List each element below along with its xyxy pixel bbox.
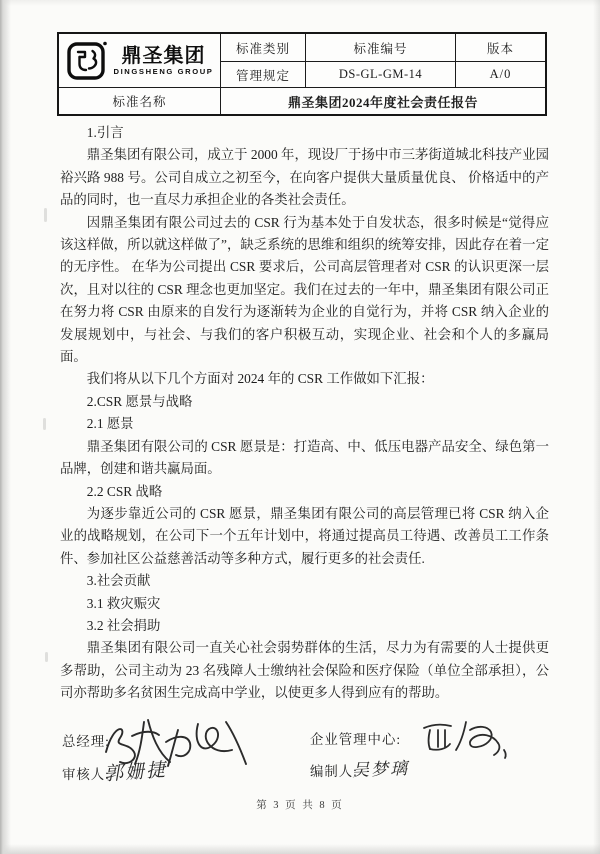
standard-number-value: DS-GL-GM-14	[305, 61, 455, 87]
standard-number-label: 标准编号	[305, 34, 455, 61]
scan-artifact	[44, 208, 47, 222]
logo-name-cn: 鼎圣集团	[121, 44, 206, 67]
scan-artifact	[43, 418, 46, 430]
reviewer-label: 审核人:	[62, 767, 110, 782]
compiler-label: 编制人:	[310, 764, 358, 779]
paragraph-heading: 2.1 愿景	[86, 416, 134, 432]
paragraph-heading: 2.2 CSR 战略	[86, 483, 163, 499]
version-label: 版本	[455, 34, 545, 61]
logo-cell	[59, 34, 220, 87]
paragraph: 鼎圣集团有限公司一直关心社会弱势群体的生活，尽力为有需要的人士提供更多帮助，公司主动为 23 名残障人士缴纳社会保险和医疗保险（单位全部承担），公司亦帮助多名贫困生完成高中学业，以使更多人得到应有的帮助。	[60, 640, 549, 701]
document-header-table	[57, 32, 547, 116]
paragraph: 为逐步靠近公司的 CSR 愿景，鼎圣集团有限公司的高层管理已将 CSR 纳入企业的战略规划，在公司下一个五年计划中，将通过提高员工待遇、改善员工工作条件、参加社区公益慈善活动等多种方式，履行更多的社会责任.	[60, 505, 549, 566]
management-center-signature	[418, 714, 510, 760]
paragraph-heading: 1.引言	[86, 125, 124, 140]
general-manager-label: 总经理:	[62, 734, 110, 749]
paragraph-heading: 2.CSR 愿景与战略	[86, 393, 193, 409]
paragraph: 鼎圣集团有限公司，成立于 2000 年，现设厂于扬中市三茅街道城北科技产业园裕兴路 988 号。公司自成立之初至今，在向客户提供大量质量优良、 价格适中的产品的同时，也一直尽力承担企业的各类社会责任。	[60, 147, 549, 208]
paragraph-heading: 3.1 救灾赈灾	[86, 595, 161, 611]
version-value: A/0	[455, 61, 545, 87]
standard-category-value: 管理规定	[220, 61, 305, 87]
paragraph: 鼎圣集团有限公司的 CSR 愿景是：打造高、中、低压电器产品安全、绿色第一品牌，创建和谐共赢局面。	[60, 438, 549, 477]
page-number-footer: 第 3 页 共 8 页	[256, 800, 344, 811]
standard-name-value: 鼎圣集团2024年度社会责任报告	[220, 87, 545, 114]
paragraph-heading: 3.社会贡献	[86, 573, 151, 589]
paragraph: 因鼎圣集团有限公司过去的 CSR 行为基本处于自发状态，很多时候是“觉得应该这样做，所以就这样做了”，缺乏系统的思维和组织的统筹安排，因此存在着一定的无序性。 在华为公司提出 CSR 要求后，公司高层管理者对 CSR 的认识更深一层次，且对以往的 CSR 理念也更加坚定。我们在过去的一年中，鼎圣集团有限公司正在努力将 CSR 由原来的自发行为逐渐转为企业的自觉行为，并将 CSR 纳入企业的发展规划中，与社会、与我们的客户积极互动，实现企业、社会和个人的多赢局面。	[60, 214, 549, 365]
paragraph: 我们将从以下几个方面对 2024 年的 CSR 工作做如下汇报：	[86, 371, 434, 387]
reviewer-signature: 郭姗捷	[103, 759, 168, 786]
compiler-signature: 吴梦璃	[351, 759, 410, 780]
standard-name-label: 标准名称	[59, 87, 220, 114]
management-center-label: 企业管理中心:	[310, 732, 402, 747]
paragraph-heading: 3.2 社会捐助	[86, 617, 161, 633]
scan-artifact	[45, 652, 48, 662]
document-body	[60, 122, 549, 705]
standard-category-label: 标准类别	[220, 34, 305, 61]
dingsheng-logo-icon	[66, 39, 108, 83]
logo-text-block	[114, 46, 214, 76]
logo-name-en: DINGSHENG GROUP	[113, 66, 214, 76]
